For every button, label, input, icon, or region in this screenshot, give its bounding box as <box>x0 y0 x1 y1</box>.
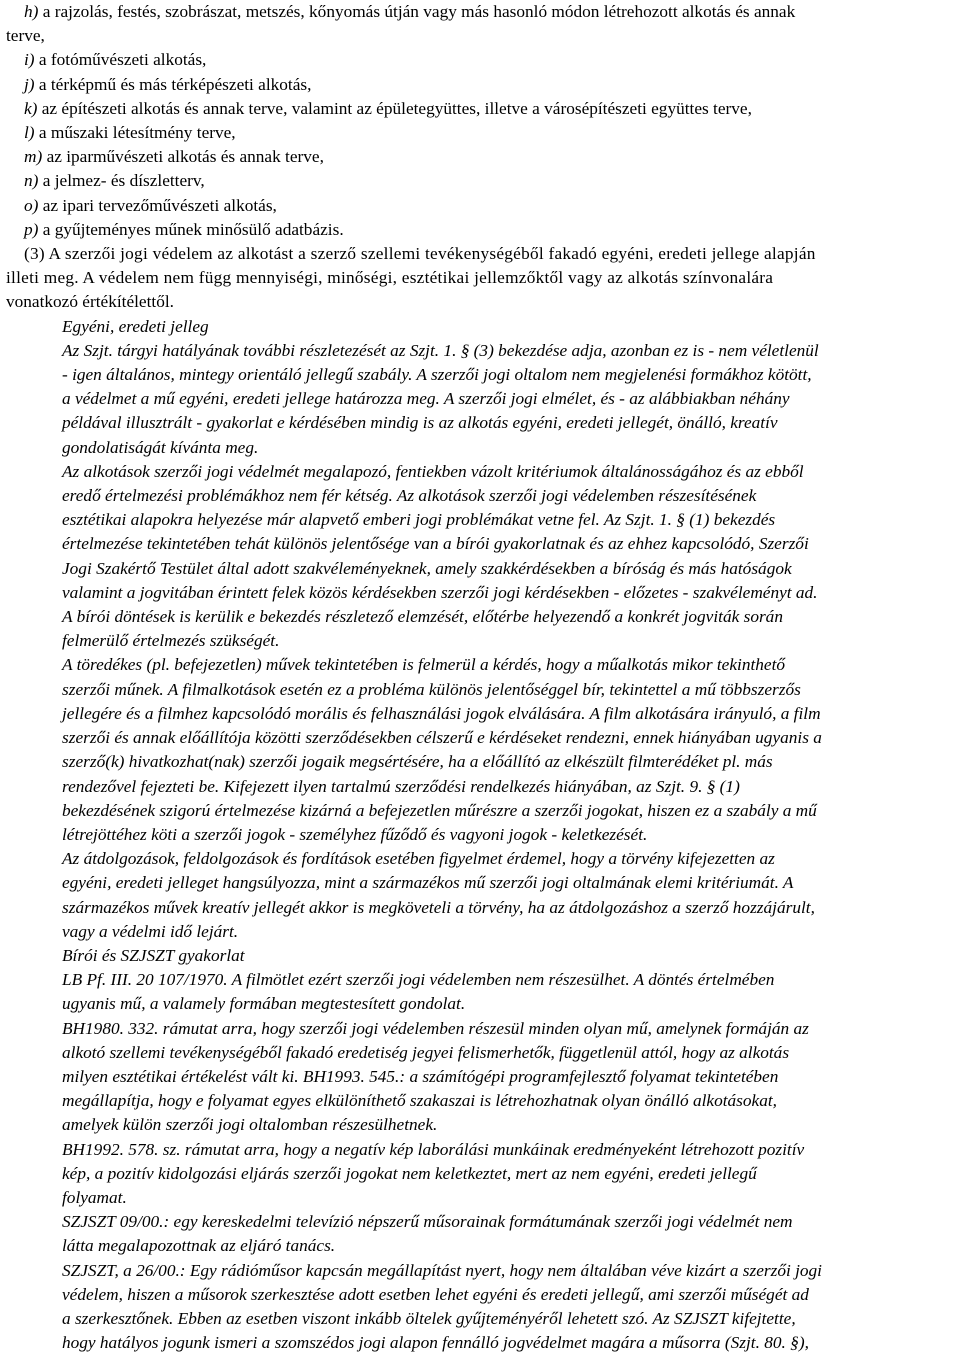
commentary-line: valamint a jogvitában érintett felek közös kérdésekben szerzői jogi kérdésekben - előzetes - szakvéleményt ad. <box>62 582 818 602</box>
list-item <box>6 194 954 218</box>
list-item <box>6 24 954 48</box>
paragraph-line: (3) A szerzői jogi védelem az alkotást a szerző szellemi tevékenységéből fakadó egyéni, eredeti jellege alapján <box>24 244 816 264</box>
list-item <box>6 218 954 242</box>
commentary-line: Az átdolgozások, feldolgozások és fordítások esetében figyelmet érdemel, hogy a törvény kifejezetten az <box>62 849 775 869</box>
list-item <box>6 97 954 121</box>
list-item-letter: m) <box>24 147 43 167</box>
list-item <box>6 169 954 193</box>
list-item-letter: i) <box>24 50 35 70</box>
commentary-line: milyen esztétikai értékelést vált ki. BH1993. 545.: a számítógépi programfejlesztő folyamat tekintetében <box>62 1066 779 1086</box>
list-item-letter: k) <box>24 98 38 118</box>
commentary-line: hogy hatályos jogunk ismeri a szomszédos jogi alapon fennálló jogvédelmet magára a műsorra (Szjt. 80. §), <box>62 1333 809 1353</box>
commentary-line: szerző(k) hivatkozhat(nak) szerzői jogaik megsértésére, ha a előállító az elkészült filmterédéket pl. más <box>62 752 773 772</box>
list-item-text: a fotóművészeti alkotás, <box>34 50 207 70</box>
list-item-text: a gyűjteményes műnek minősülő adatbázis. <box>38 219 344 239</box>
commentary-line: A töredékes (pl. befejezetlen) művek tekintetében is felmerül a kérdés, hogy a műalkotás mikor tekinthető <box>62 655 786 675</box>
list-item-letter: l) <box>24 123 35 143</box>
commentary-line: - igen általános, mintegy orientáló jellegű szabály. A szerzői jogi oltalom nem megjelenési formákhoz kötött, <box>62 365 812 385</box>
commentary-line: rendezővel fejezteti be. Kifejezett ilyen tartalmú szerződési rendelkezés hiányában, az Szjt. 9. § (1) <box>62 776 740 796</box>
list-item-letter: o) <box>24 195 39 215</box>
list-item <box>6 0 954 24</box>
list-item-text: az építészeti alkotás és annak terve, valamint az épületegyüttes, illetve a városépítészeti együttes terve, <box>37 98 752 118</box>
list-item-letter: p) <box>24 219 39 239</box>
commentary-line: eredő értelmezési problémákhoz nem fér kétség. Az alkotások szerzői jogi védelemben részesítésének <box>62 486 757 506</box>
commentary-line: a szerkesztőnek. Ebben az esetben viszont inkább öltelek gyűjteményéről lehetett szó. Az SZJSZT kifejtette, <box>62 1308 796 1328</box>
commentary-block <box>6 315 954 1355</box>
commentary-line: származékos művek kreatív jellegét akkor is megköveteli a törvény, ha az átdolgozáshoz a szerző hozzájárult, <box>62 897 815 917</box>
commentary-line: Az Szjt. tárgyi hatályának további részletezését az Szjt. 1. § (3) bekezdése adja, azonban ez is - nem véletlenül <box>62 340 819 360</box>
commentary-line: Az alkotások szerzői jogi védelmét megalapozó, fentiekben vázolt kritériumok általánosságához és az ebből <box>62 461 804 481</box>
commentary-line: egyéni, eredeti jelleget hangsúlyozza, mint a származékos mű szerzői jogi oltalmának elemi kritériumát. A <box>62 873 794 893</box>
commentary-line: SZJSZT 09/00.: egy kereskedelmi televízió népszerű műsorainak formátumának szerzői jogi védelmét nem <box>62 1212 793 1232</box>
commentary-line: bekezdésének szigorú értelmezése kizárná a befejezetlen műrészre a szerzői jogokat, hiszen ez a szabály a mű <box>62 800 817 820</box>
commentary-line: alkotó szellemi tevékenységéből fakadó eredetiség jegyei felismerhetők, függetlenül attól, hogy az alkotás <box>62 1042 790 1062</box>
commentary-line: felmerülő értelmezés szükségét. <box>62 631 280 651</box>
commentary-line: a védelmet a mű egyéni, eredeti jellege határozza meg. A szerzői jogi elmélet, és - az alábbiakban néhány <box>62 389 790 409</box>
commentary-line: amelyek külön szerzői jogi oltalomban részesülhetnek. <box>62 1115 438 1135</box>
list-item-text: a műszaki létesítmény terve, <box>34 123 236 143</box>
list-item-text: az ipari tervezőművészeti alkotás, <box>38 195 277 215</box>
list-item-text: a jelmez- és díszletterv, <box>38 171 205 191</box>
commentary-line: gondolatiságát kívánta meg. <box>62 437 259 457</box>
list-item-text: a rajzolás, festés, szobrászat, metszés, kőnyomás útján vagy más hasonló módon létrehozott alkotás és annak <box>38 2 796 21</box>
commentary-line: ugyanis mű, a valamely formában megtestesített gondolat. <box>62 994 466 1014</box>
list-item <box>6 121 954 145</box>
list-item-text: a térképmű és más térképészeti alkotás, <box>34 74 312 94</box>
commentary-line: kép, a pozitív kidolgozási eljárás szerzői jogokat nem keletkeztet, mert az nem egyéni, eredeti jellegű <box>62 1163 757 1183</box>
paragraph-line: vonatkozó értékítélettől. <box>6 292 174 312</box>
list-item <box>6 73 954 97</box>
list-item-text: terve, <box>6 26 45 46</box>
commentary-line: LB Pf. III. 20 107/1970. A filmötlet ezért szerzői jogi védelemben nem részesülhet. A döntés értelmében <box>62 970 775 990</box>
commentary-line: szerzői műnek. A filmalkotások esetén ez a probléma különös jelentőséggel bír, tekintettel a mű többszerzős <box>62 679 801 699</box>
list-item-letter: h) <box>24 2 39 21</box>
commentary-line: példával illusztrált - gyakorlat e kérdésében mindig is az alkotás egyéni, eredeti jellegét, önálló, kreatív <box>62 413 778 433</box>
commentary-line: védelem, hiszen a műsorok szerkesztése adott esetben lehet egyéni és eredeti jellegű, ami szerzői műségét ad <box>62 1284 809 1304</box>
enumerated-list <box>6 0 954 242</box>
commentary-line: vagy a védelmi idő lejárt. <box>62 921 239 941</box>
list-item-text: az iparművészeti alkotás és annak terve, <box>42 147 324 167</box>
commentary-line: BH1980. 332. rámutat arra, hogy szerzői jogi védelemben részesül minden olyan mű, amelynek formáján az <box>62 1018 809 1038</box>
commentary-line: Egyéni, eredeti jelleg <box>62 316 209 336</box>
commentary-line: látta megalapozottnak az eljáró tanács. <box>62 1236 336 1256</box>
commentary-line: Jogi Szakértő Testület által adott szakvéleményeknek, amely szakkérdésekben a bíróság és más hatóságok <box>62 558 792 578</box>
paragraph-line: illeti meg. A védelem nem függ mennyiségi, minőségi, esztétikai jellemzőktől vagy az alkotás színvonalára <box>6 268 774 288</box>
list-item-letter: j) <box>24 74 35 94</box>
commentary-line: esztétikai alapokra helyezése már alapvető emberi jogi problémákat vetne fel. Az Szjt. 1. § (1) bekezdés <box>62 510 776 530</box>
commentary-line: szerzői és annak előállítója közötti szerződésekben célszerű e kérdéseket rendezni, ennek hiányában ugyanis a <box>62 728 822 748</box>
commentary-line: SZJSZT, a 26/00.: Egy rádióműsor kapcsán megállapítást nyert, hogy nem általában véve kizárt a szerzői jogi <box>62 1260 822 1280</box>
list-item-letter: n) <box>24 171 39 191</box>
commentary-line: értelmezése tekintetében tehát különös jelentősége van a bírói gyakorlatnak és az ehhez kapcsolódó, Szerzői <box>62 534 809 554</box>
commentary-line: folyamat. <box>62 1187 127 1207</box>
list-item <box>6 48 954 72</box>
commentary-line: A bírói döntések is kerülik e bekezdés részletező elemzését, előtérbe helyezendő a konkrét jogviták során <box>62 607 783 627</box>
commentary-line: BH1992. 578. sz. rámutat arra, hogy a negatív kép laborálási munkáinak eredményeként létrehozott pozitív <box>62 1139 805 1159</box>
commentary-line: jellegére és a filmhez kapcsolódó morális és felhasználási jogok elválására. A film alkotására irányuló, a film <box>62 703 821 723</box>
commentary-line: megállapítja, hogy e folyamat egyes elkülöníthető szakaszai is létrehozhatnak olyan önálló alkotásokat, <box>62 1091 777 1111</box>
paragraph-3 <box>6 242 954 315</box>
list-item <box>6 145 954 169</box>
commentary-line: létrejöttéhez köti a szerzői jogok - személyhez fűződő és vagyoni jogok - keletkezését. <box>62 824 648 844</box>
commentary-line: Bírói és SZJSZT gyakorlat <box>62 945 245 965</box>
